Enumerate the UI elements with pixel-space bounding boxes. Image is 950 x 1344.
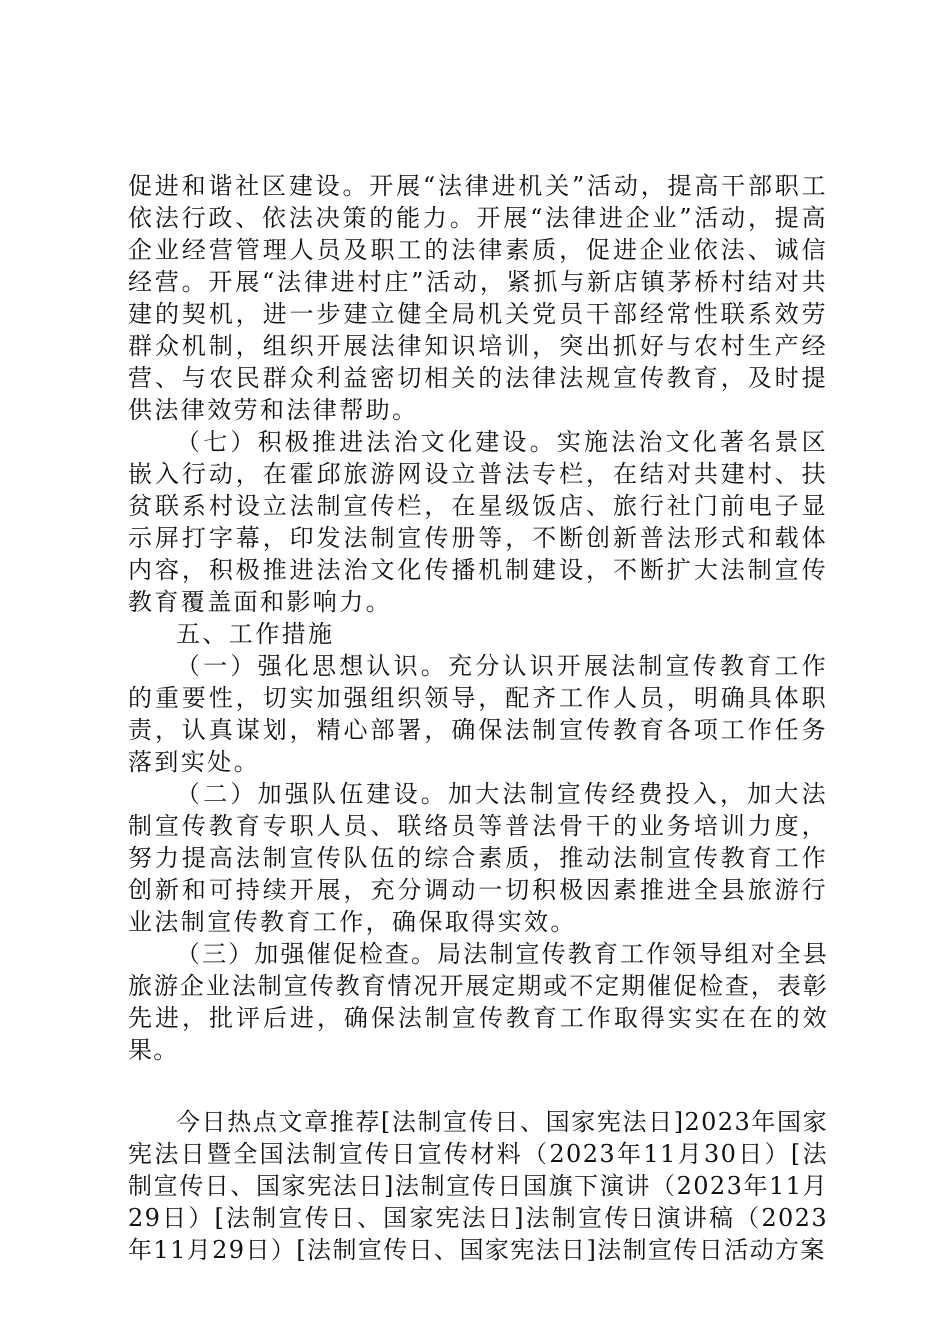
paragraph-measure-3: （三）加强催促检查。局法制宣传教育工作领导组对全县旅游企业法制宣传教育情况开展定期或不定期催促检查，表彰先进，批评后进，确保法制宣传教育工作取得实实在在的效果。 [128,940,828,1064]
document-body [128,170,828,1266]
paragraph-community: 促进和谐社区建设。开展“法律进机关”活动，提高干部职工依法行政、依法决策的能力。开展“法律进企业”活动，提高企业经营管理人员及职工的法律素质，促进企业依法、诚信经营。开展“法律进村庄”活动，紧抓与新店镇茅桥村结对共建的契机，进一步建立健全局机关党员干部经常性联系效劳群众机制，组织开展法律知识培训，突出抓好与农村生产经营、与农民群众利益密切相关的法律法规宣传教育，及时提供法律效劳和法律帮助。 [128,172,828,424]
section-heading-measures: 五、工作措施 [176,620,335,648]
paragraph-measure-2: （二）加强队伍建设。加大法制宣传经费投入，加大法制宣传教育专职人员、联络员等普法骨干的业务培训力度，努力提高法制宣传队伍的综合素质，推动法制宣传教育工作创新和可持续开展，充分调动一切积极因素推进全县旅游行业法制宣传教育工作，确保取得实效。 [128,780,828,936]
paragraph-measure-1: （一）强化思想认识。充分认识开展法制宣传教育工作的重要性，切实加强组织领导，配齐工作人员，明确具体职责，认真谋划，精心部署，确保法制宣传教育各项工作任务落到实处。 [128,652,828,776]
paragraph-rule-of-law-culture: （七）积极推进法治文化建设。实施法治文化著名景区嵌入行动，在霍邱旅游网设立普法专栏，在结对共建村、扶贫联系村设立法制宣传栏，在星级饭店、旅行社门前电子显示屏打字幕，印发法制宣传册等，不断创新普法形式和载体内容，积极推进法治文化传播机制建设，不断扩大法制宣传教育覆盖面和影响力。 [128,428,828,616]
recommended-articles: 今日热点文章推荐[法制宣传日、国家宪法日]2023年国家宪法日暨全国法制宣传日宣传材料（2023年11月30日）[法制宣传日、国家宪法日]法制宣传日国旗下演讲（2023年11月29日）[法制宣传日、国家宪法日]法制宣传日演讲稿（2023年11月29日）[法制宣传日、国家宪法日]法制宣传日活动方案 [128,1108,828,1264]
